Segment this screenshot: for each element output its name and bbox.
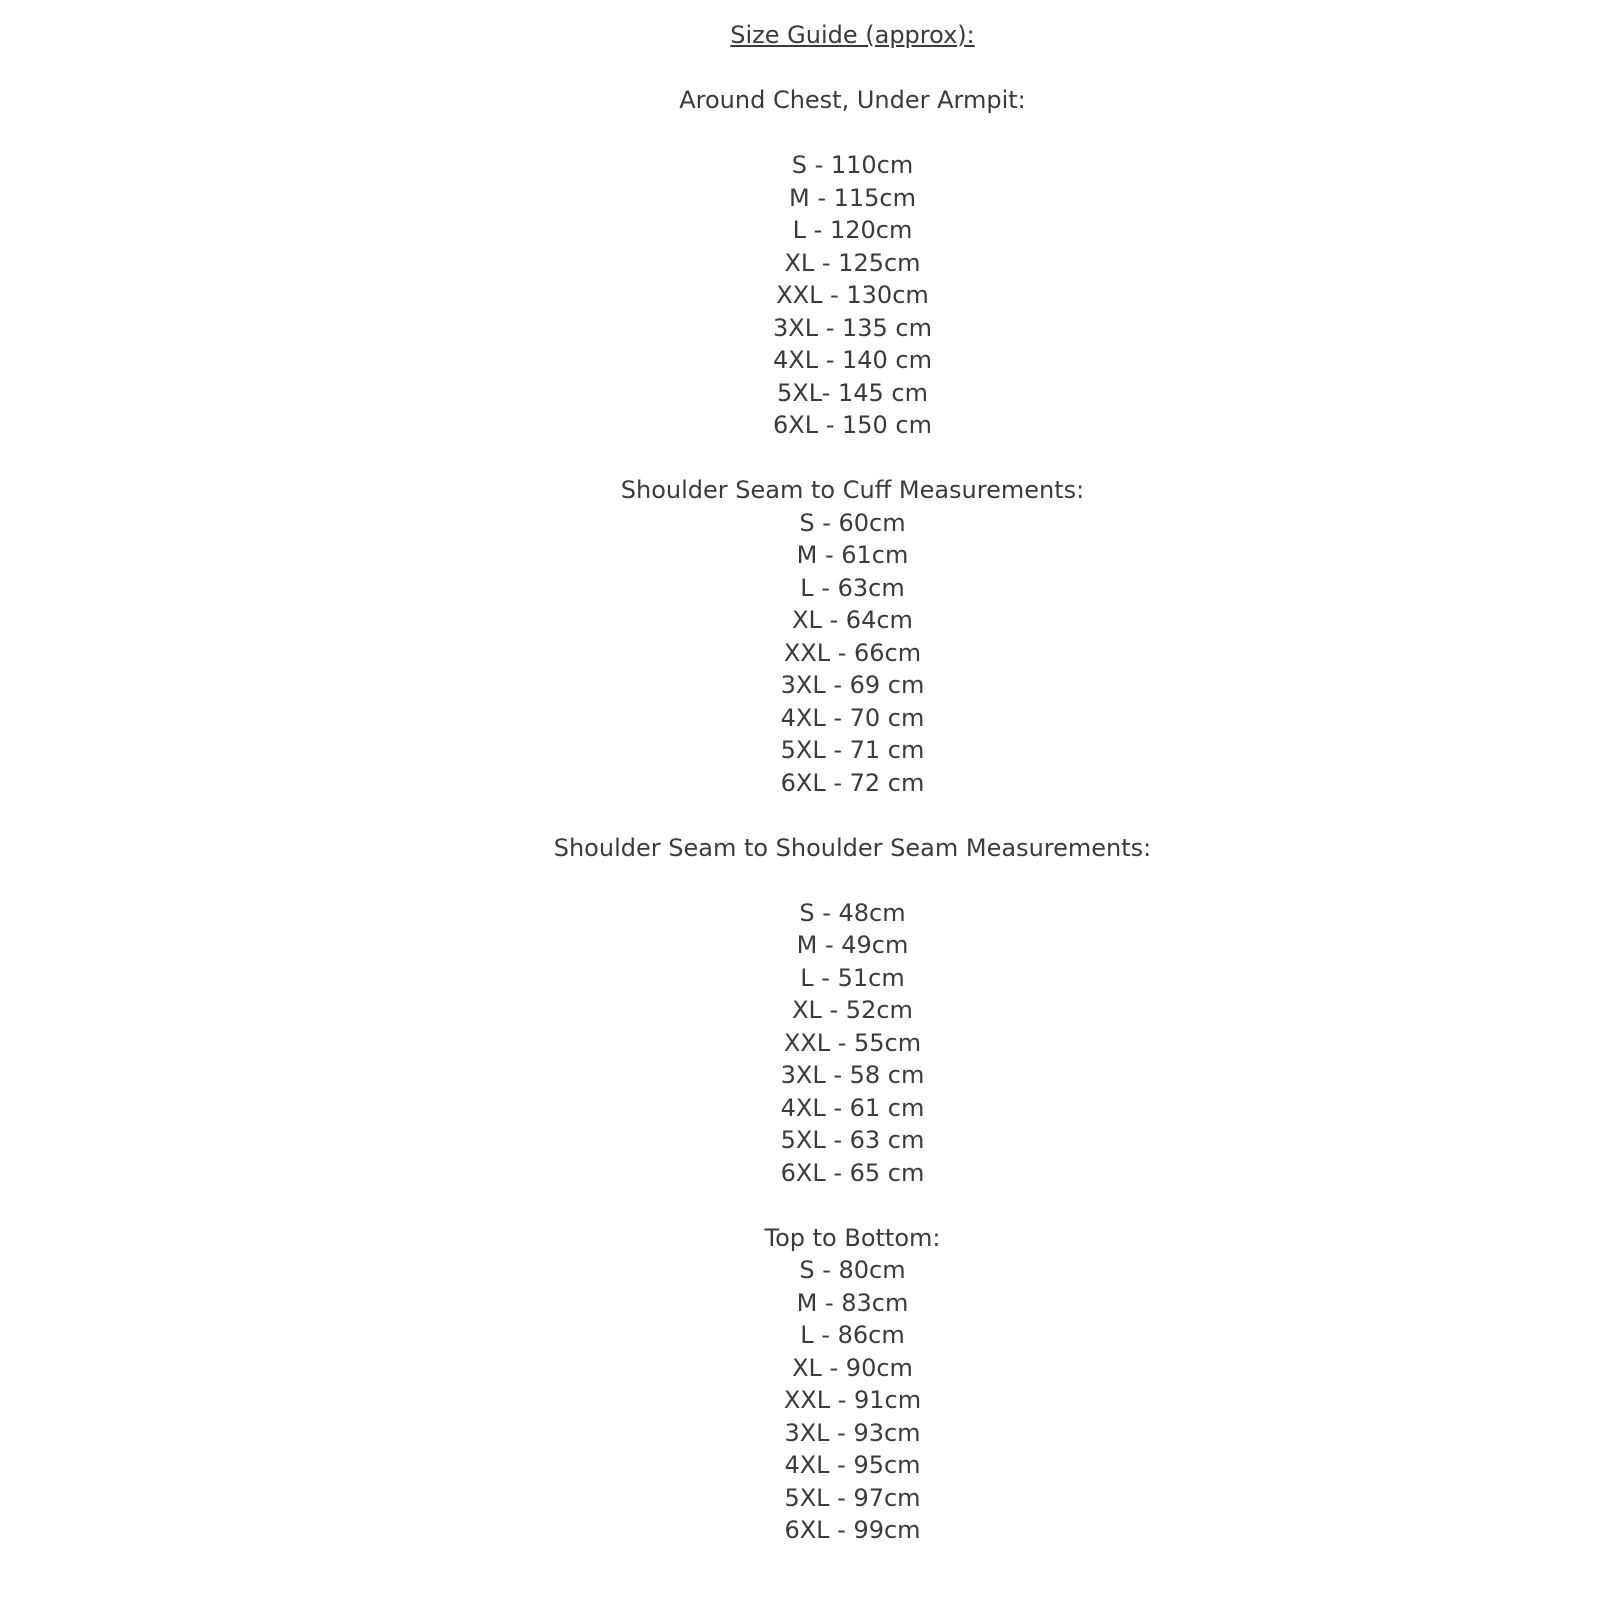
size-row-cuff-6xl: 6XL - 72 cm: [780, 768, 925, 797]
size-row-length-m: M - 83cm: [796, 1288, 909, 1317]
size-row-length-xl: XL - 90cm: [792, 1353, 913, 1382]
size-row-cuff-xl: XL - 64cm: [792, 606, 913, 634]
size-row-length-l: L - 86cm: [800, 1321, 905, 1349]
size-row-chest-l: L - 120cm: [792, 216, 913, 244]
size-row-shoulder-l: L - 51cm: [800, 963, 905, 992]
size-row-cuff-xxl: XXL - 66cm: [783, 638, 922, 667]
size-row-cuff-3xl: 3XL - 69 cm: [780, 671, 925, 699]
size-row-length-xxl: XXL - 91cm: [783, 1386, 922, 1414]
size-row-length-s: S - 80cm: [799, 1256, 906, 1284]
section-heading-shoulder: Shoulder Seam to Shoulder Seam Measurements:: [553, 833, 1152, 862]
page-title: Size Guide (approx):: [730, 21, 975, 49]
size-row-length-5xl: 5XL - 97cm: [784, 1483, 921, 1512]
size-row-shoulder-m: M - 49cm: [796, 931, 909, 959]
size-row-shoulder-6xl: 6XL - 65 cm: [780, 1158, 925, 1187]
section-heading-top-bottom: Top to Bottom:: [764, 1223, 941, 1252]
size-row-cuff-4xl: 4XL - 70 cm: [780, 703, 925, 732]
size-row-shoulder-5xl: 5XL - 63 cm: [780, 1126, 925, 1154]
size-row-length-6xl: 6XL - 99cm: [784, 1516, 921, 1544]
size-row-shoulder-xxl: XXL - 55cm: [783, 1028, 922, 1057]
blank-line: [105, 799, 1600, 832]
size-row-chest-3xl: 3XL - 135 cm: [772, 313, 932, 342]
size-row-cuff-l: L - 63cm: [800, 573, 905, 602]
size-row-chest-5xl: 5XL- 145 cm: [777, 378, 928, 407]
size-row-shoulder-3xl: 3XL - 58 cm: [780, 1061, 925, 1089]
size-row-chest-s: S - 110cm: [791, 151, 914, 179]
size-row-chest-6xl: 6XL - 150 cm: [772, 411, 932, 439]
blank-line: [105, 52, 1600, 85]
blank-line: [105, 117, 1600, 150]
size-row-chest-xxl: XXL - 130cm: [776, 281, 929, 309]
size-row-shoulder-s: S - 48cm: [799, 898, 906, 927]
size-row-cuff-5xl: 5XL - 71 cm: [780, 736, 925, 764]
size-row-length-3xl: 3XL - 93cm: [784, 1418, 921, 1447]
section-heading-cuff: Shoulder Seam to Cuff Measurements:: [620, 476, 1085, 504]
size-row-cuff-s: S - 60cm: [799, 508, 906, 537]
size-row-shoulder-4xl: 4XL - 61 cm: [780, 1093, 925, 1122]
size-row-shoulder-xl: XL - 52cm: [792, 996, 913, 1024]
size-row-cuff-m: M - 61cm: [796, 541, 909, 569]
size-row-chest-m: M - 115cm: [788, 183, 916, 212]
blank-line: [105, 442, 1600, 475]
size-row-chest-4xl: 4XL - 140 cm: [772, 346, 932, 374]
blank-line: [105, 1189, 1600, 1222]
size-row-length-4xl: 4XL - 95cm: [784, 1451, 921, 1479]
size-row-chest-xl: XL - 125cm: [784, 248, 921, 277]
blank-line: [105, 864, 1600, 897]
section-heading-chest: Around Chest, Under Armpit:: [679, 86, 1026, 114]
